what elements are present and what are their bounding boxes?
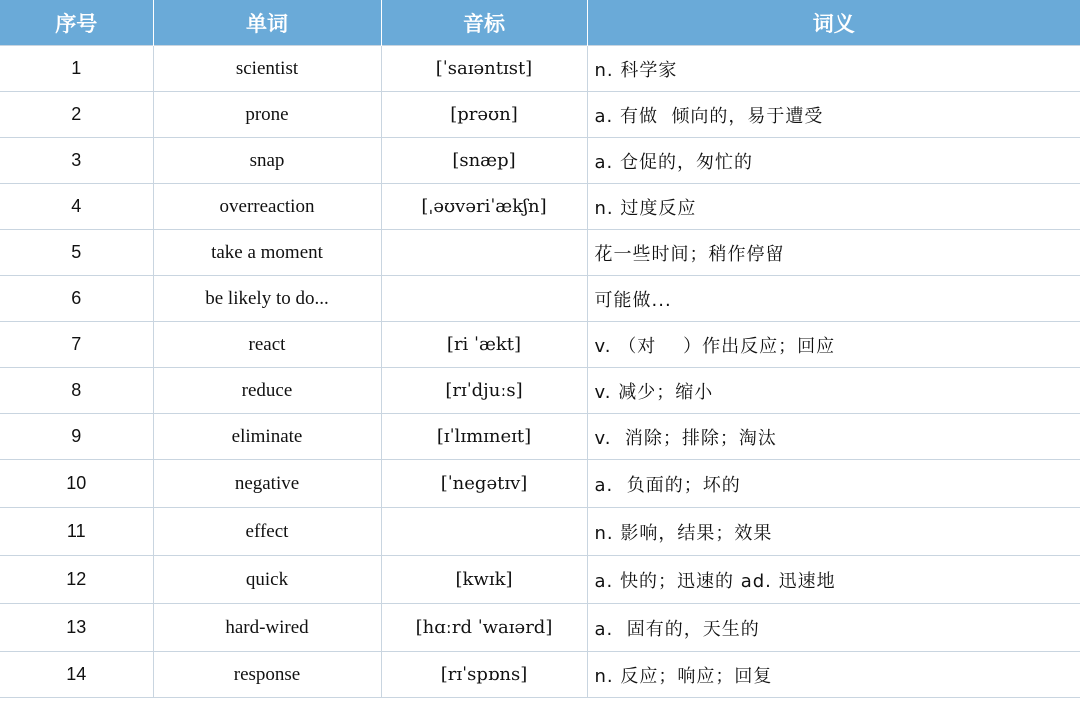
cell-meaning: a. 固有的，天生的: [587, 604, 1080, 652]
cell-phonetic: [prəʊn]: [381, 92, 587, 138]
cell-word: hard-wired: [153, 604, 381, 652]
cell-meaning: a. 负面的；坏的: [587, 460, 1080, 508]
table-row: [0, 138, 1080, 184]
header-meaning: 词义: [587, 0, 1080, 46]
cell-phonetic: [381, 230, 587, 276]
cell-number: 14: [0, 652, 153, 698]
cell-number: 12: [0, 556, 153, 604]
table-row: [0, 414, 1080, 460]
cell-meaning: v. 减少；缩小: [587, 368, 1080, 414]
cell-meaning: a. 快的；迅速的 ad. 迅速地: [587, 556, 1080, 604]
cell-word: overreaction: [153, 184, 381, 230]
cell-number: 8: [0, 368, 153, 414]
cell-meaning: v. 消除；排除；淘汰: [587, 414, 1080, 460]
cell-number: 3: [0, 138, 153, 184]
cell-phonetic: [ˈnegətɪv]: [381, 460, 587, 508]
cell-number: 11: [0, 508, 153, 556]
cell-meaning: n. 过度反应: [587, 184, 1080, 230]
header-row: [0, 0, 1080, 46]
cell-phonetic: [ɪˈlɪmɪneɪt]: [381, 414, 587, 460]
table-row: [0, 508, 1080, 556]
table-row: [0, 652, 1080, 698]
cell-phonetic: [kwɪk]: [381, 556, 587, 604]
cell-number: 6: [0, 276, 153, 322]
cell-word: reduce: [153, 368, 381, 414]
cell-meaning: n. 反应；响应；回复: [587, 652, 1080, 698]
cell-word: eliminate: [153, 414, 381, 460]
table-row: [0, 46, 1080, 92]
cell-word: scientist: [153, 46, 381, 92]
cell-number: 1: [0, 46, 153, 92]
cell-meaning: v. （对 ）作出反应；回应: [587, 322, 1080, 368]
cell-number: 10: [0, 460, 153, 508]
cell-meaning: n. 科学家: [587, 46, 1080, 92]
cell-phonetic: [ˈsaɪəntɪst]: [381, 46, 587, 92]
cell-number: 4: [0, 184, 153, 230]
cell-word: snap: [153, 138, 381, 184]
table-row: [0, 368, 1080, 414]
table-row: [0, 322, 1080, 368]
cell-phonetic: [ri ˈækt]: [381, 322, 587, 368]
cell-meaning: a. 仓促的，匆忙的: [587, 138, 1080, 184]
cell-meaning: 花一些时间；稍作停留: [587, 230, 1080, 276]
cell-word: response: [153, 652, 381, 698]
cell-phonetic: [381, 276, 587, 322]
cell-meaning: n. 影响，结果；效果: [587, 508, 1080, 556]
cell-meaning: a. 有做 倾向的，易于遭受: [587, 92, 1080, 138]
header-number: 序号: [0, 0, 153, 46]
table-row: [0, 230, 1080, 276]
cell-word: quick: [153, 556, 381, 604]
table-row: [0, 460, 1080, 508]
cell-phonetic: [snæp]: [381, 138, 587, 184]
cell-word: effect: [153, 508, 381, 556]
cell-phonetic: [hɑːrd ˈwaɪərd]: [381, 604, 587, 652]
table-row: [0, 604, 1080, 652]
cell-phonetic: [381, 508, 587, 556]
table-row: [0, 184, 1080, 230]
header-word: 单词: [153, 0, 381, 46]
cell-meaning: 可能做...: [587, 276, 1080, 322]
cell-word: negative: [153, 460, 381, 508]
cell-phonetic: [rɪˈspɒns]: [381, 652, 587, 698]
cell-number: 7: [0, 322, 153, 368]
header-phonetic: 音标: [381, 0, 587, 46]
cell-phonetic: [rɪˈdjuːs]: [381, 368, 587, 414]
cell-word: prone: [153, 92, 381, 138]
cell-word: react: [153, 322, 381, 368]
cell-number: 2: [0, 92, 153, 138]
cell-number: 5: [0, 230, 153, 276]
table-row: [0, 276, 1080, 322]
cell-word: be likely to do...: [153, 276, 381, 322]
cell-phonetic: [ˌəʊvəriˈækʃn]: [381, 184, 587, 230]
table-header: [0, 0, 1080, 46]
cell-number: 13: [0, 604, 153, 652]
cell-word: take a moment: [153, 230, 381, 276]
table-body: [0, 46, 1080, 698]
table-row: [0, 556, 1080, 604]
table-row: [0, 92, 1080, 138]
cell-number: 9: [0, 414, 153, 460]
